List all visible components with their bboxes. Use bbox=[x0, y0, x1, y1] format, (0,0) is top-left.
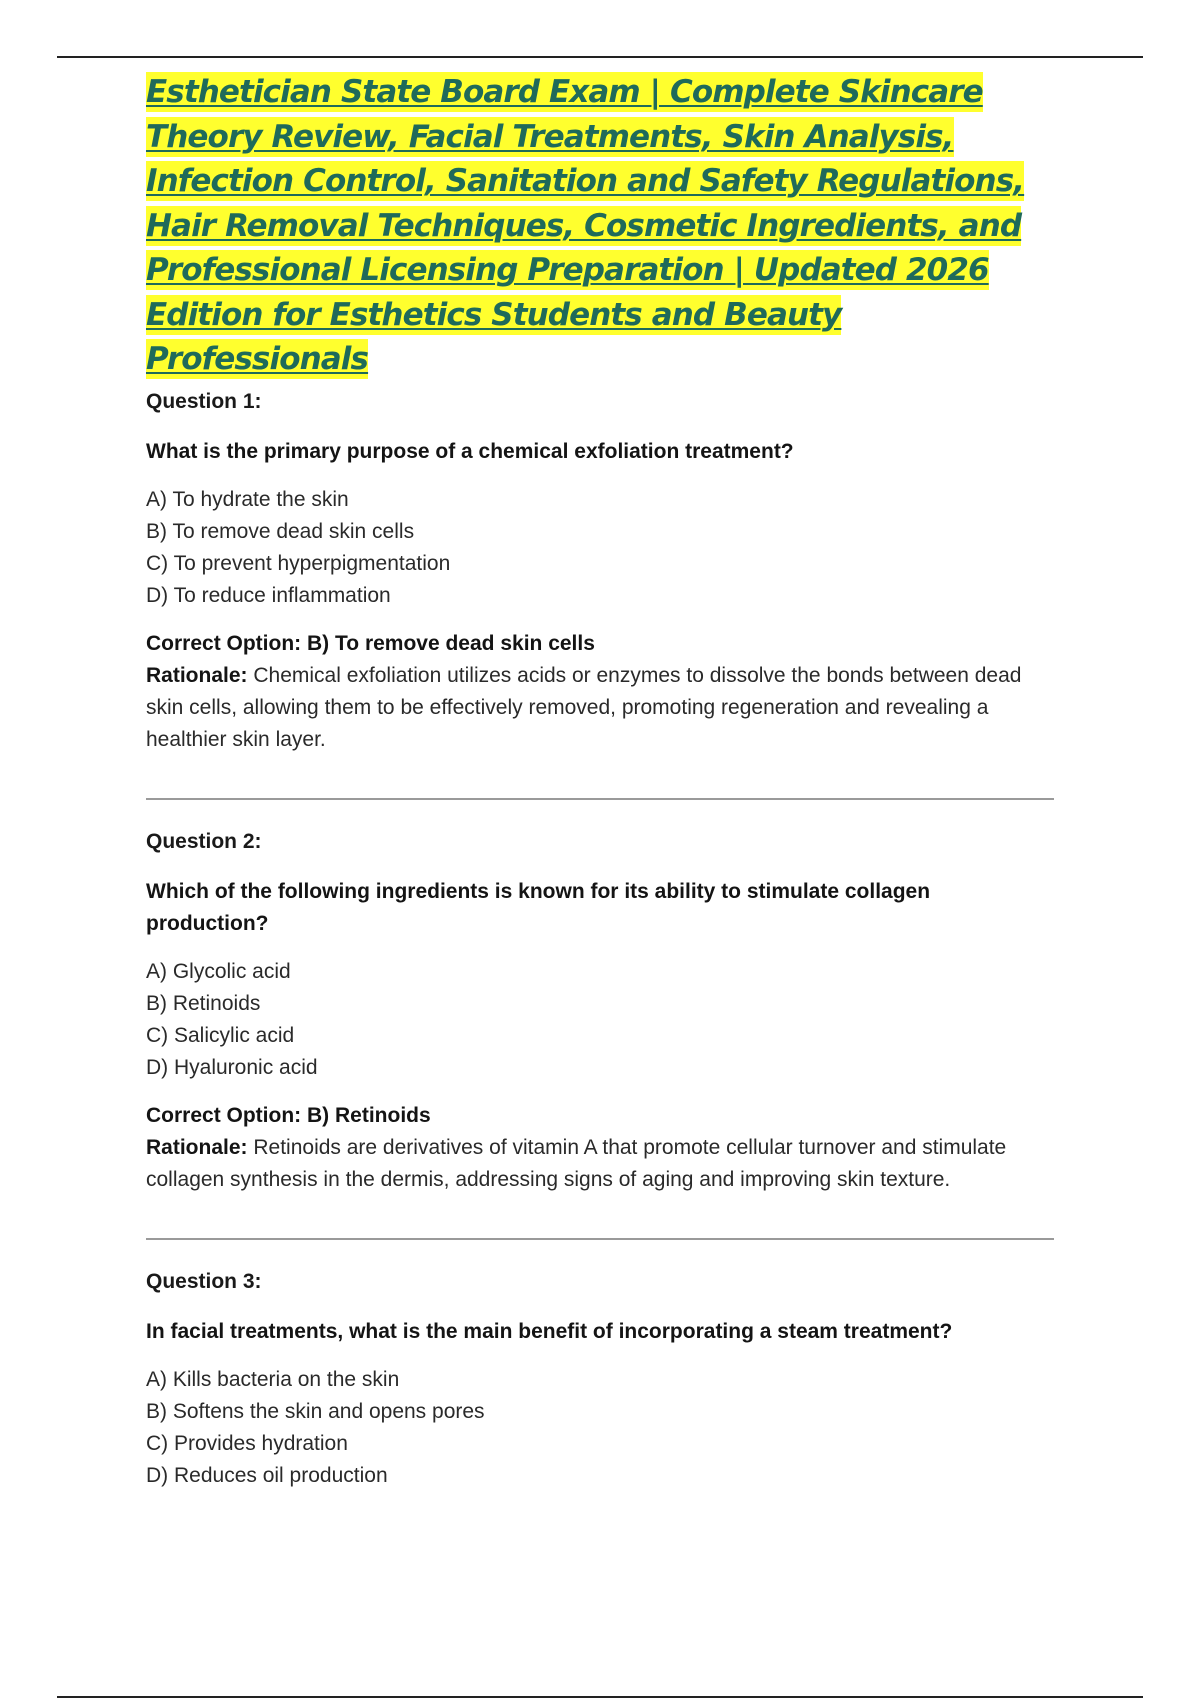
option-d: D) To reduce inflammation bbox=[146, 583, 391, 607]
bottom-rule bbox=[57, 1696, 1143, 1698]
question-text: In facial treatments, what is the main benefit of incorporating a steam treatment? bbox=[146, 1319, 953, 1343]
rationale-label: Rationale: bbox=[146, 1135, 248, 1159]
question-label: Question 3: bbox=[146, 1269, 262, 1293]
rationale bbox=[146, 660, 1056, 756]
option-c: C) Salicylic acid bbox=[146, 1023, 295, 1047]
question-3 bbox=[146, 1268, 1056, 1492]
rationale-text: Retinoids are derivatives of vitamin A that promote cellular turnover and stimulate collagen synthesis in the dermis, addressing signs of aging and improving skin texture. bbox=[146, 1135, 1007, 1191]
section-divider bbox=[146, 798, 1054, 800]
question-label: Question 1: bbox=[146, 389, 262, 413]
correct-option bbox=[146, 628, 1056, 660]
rationale-label: Rationale: bbox=[146, 663, 248, 687]
option-b: B) Softens the skin and opens pores bbox=[146, 1399, 485, 1423]
title-highlight: Esthetician State Board Exam | Complete Skincare Theory Review, Facial Treatments, Skin Analysis, Infection Control, Sanitation and Safety Regulations, Hair Removal Techniques, Cosmetic Ingredients, and Professional Licensing Preparation | Updated 2026 Edition for Esthetics Students and Beauty Professionals bbox=[146, 74, 1025, 377]
correct-option bbox=[146, 1100, 1056, 1132]
option-b: B) Retinoids bbox=[146, 991, 261, 1015]
correct-option-value: B) To remove dead skin cells bbox=[307, 631, 595, 655]
options-list bbox=[146, 484, 1056, 612]
options-list bbox=[146, 956, 1056, 1084]
option-b: B) To remove dead skin cells bbox=[146, 519, 415, 543]
section-divider bbox=[146, 1238, 1054, 1240]
rationale bbox=[146, 1132, 1056, 1196]
option-a: A) Kills bacteria on the skin bbox=[146, 1367, 400, 1391]
option-c: C) To prevent hyperpigmentation bbox=[146, 551, 451, 575]
question-text: Which of the following ingredients is known for its ability to stimulate collagen production? bbox=[146, 879, 931, 935]
option-a: A) Glycolic acid bbox=[146, 959, 291, 983]
question-label: Question 2: bbox=[146, 829, 262, 853]
option-c: C) Provides hydration bbox=[146, 1431, 348, 1455]
correct-option-value: B) Retinoids bbox=[307, 1103, 431, 1127]
correct-option-label: Correct Option: bbox=[146, 1103, 302, 1127]
correct-option-label: Correct Option: bbox=[146, 631, 302, 655]
question-2 bbox=[146, 828, 1056, 1196]
document-title bbox=[146, 70, 1056, 382]
option-d: D) Reduces oil production bbox=[146, 1463, 388, 1487]
option-d: D) Hyaluronic acid bbox=[146, 1055, 318, 1079]
question-1 bbox=[146, 388, 1056, 756]
option-a: A) To hydrate the skin bbox=[146, 487, 349, 511]
document-body bbox=[146, 70, 1056, 1492]
rationale-text: Chemical exfoliation utilizes acids or enzymes to dissolve the bonds between dead skin cells, allowing them to be effectively removed, promoting regeneration and revealing a healthier skin layer. bbox=[146, 663, 1022, 751]
top-rule bbox=[57, 56, 1143, 58]
options-list bbox=[146, 1364, 1056, 1492]
question-text: What is the primary purpose of a chemical exfoliation treatment? bbox=[146, 439, 794, 463]
